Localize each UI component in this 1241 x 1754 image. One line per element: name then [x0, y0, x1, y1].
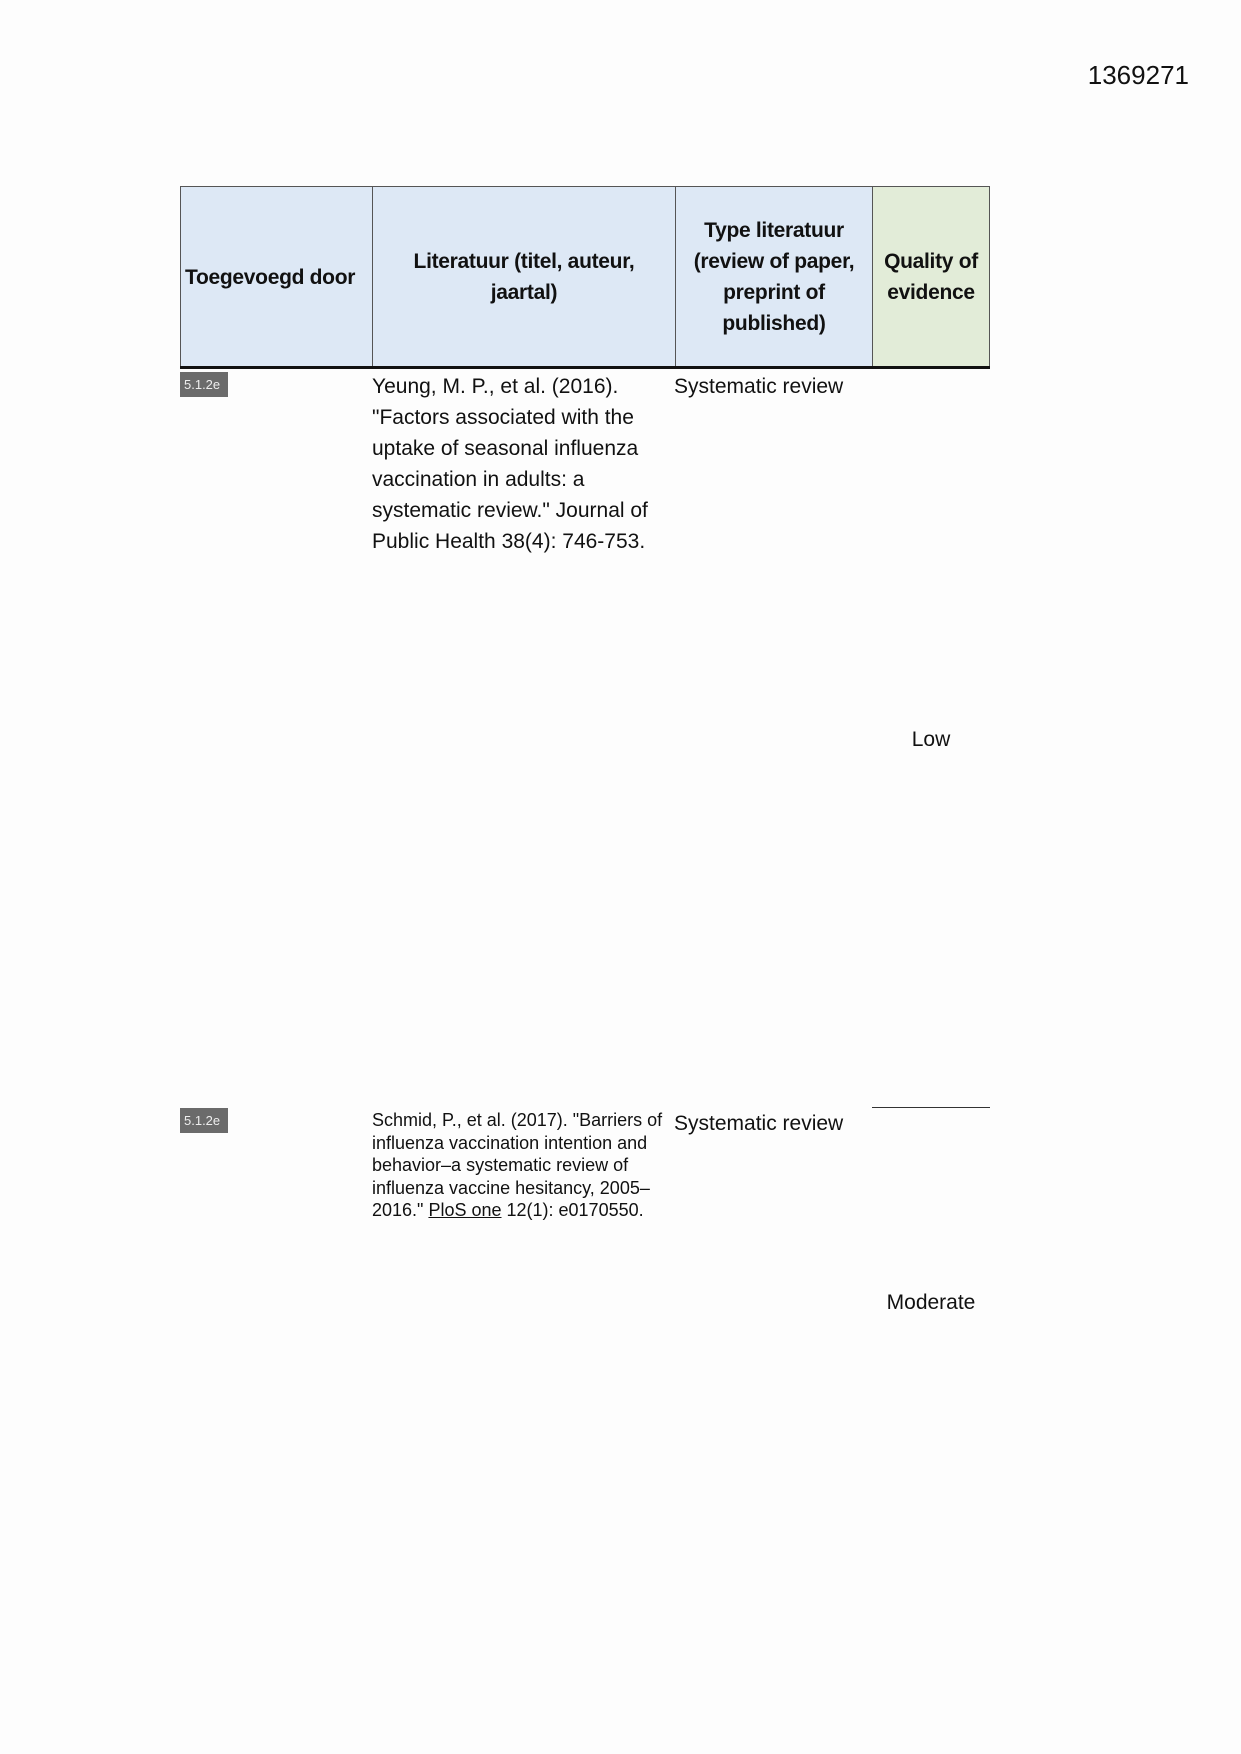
literature-citation: Yeung, M. P., et al. (2016). "Factors associated with the uptake of seasonal influenza vaccination in adults: a systematic review." Journal of Public Health 38(4): 746-753. [372, 375, 648, 553]
header-divider [180, 366, 990, 369]
header-literatuur: Literatuur (titel, auteur, jaartal) [372, 186, 675, 368]
citation-text: Schmid, P., et al. (2017). "Barriers of influenza vaccination intention and behavior–a systematic review of influenza vaccine hesitancy, 2005–2016." [372, 1110, 663, 1221]
literature-type: Systematic review [674, 375, 844, 398]
page-number: 1369271 [1087, 60, 1189, 90]
citation-text: 12(1): e0170550. [501, 1200, 644, 1221]
header-type-literatuur: Type literatuur (review of paper, preprint of published) [675, 186, 872, 368]
journal-link[interactable]: PloS one [428, 1200, 502, 1221]
header-quality-of-evidence: Quality of evidence [872, 186, 990, 368]
added-by-badge: 5.1.2e [180, 372, 228, 397]
literature-citation [372, 1109, 676, 1222]
header-toegevoegd-door: Toegevoegd door [180, 186, 372, 368]
added-by-badge: 5.1.2e [180, 1108, 228, 1133]
literature-type: Systematic review [674, 1112, 844, 1135]
quality-of-evidence: Moderate [886, 1291, 976, 1314]
row-divider [872, 1107, 990, 1108]
quality-of-evidence: Low [911, 728, 951, 751]
